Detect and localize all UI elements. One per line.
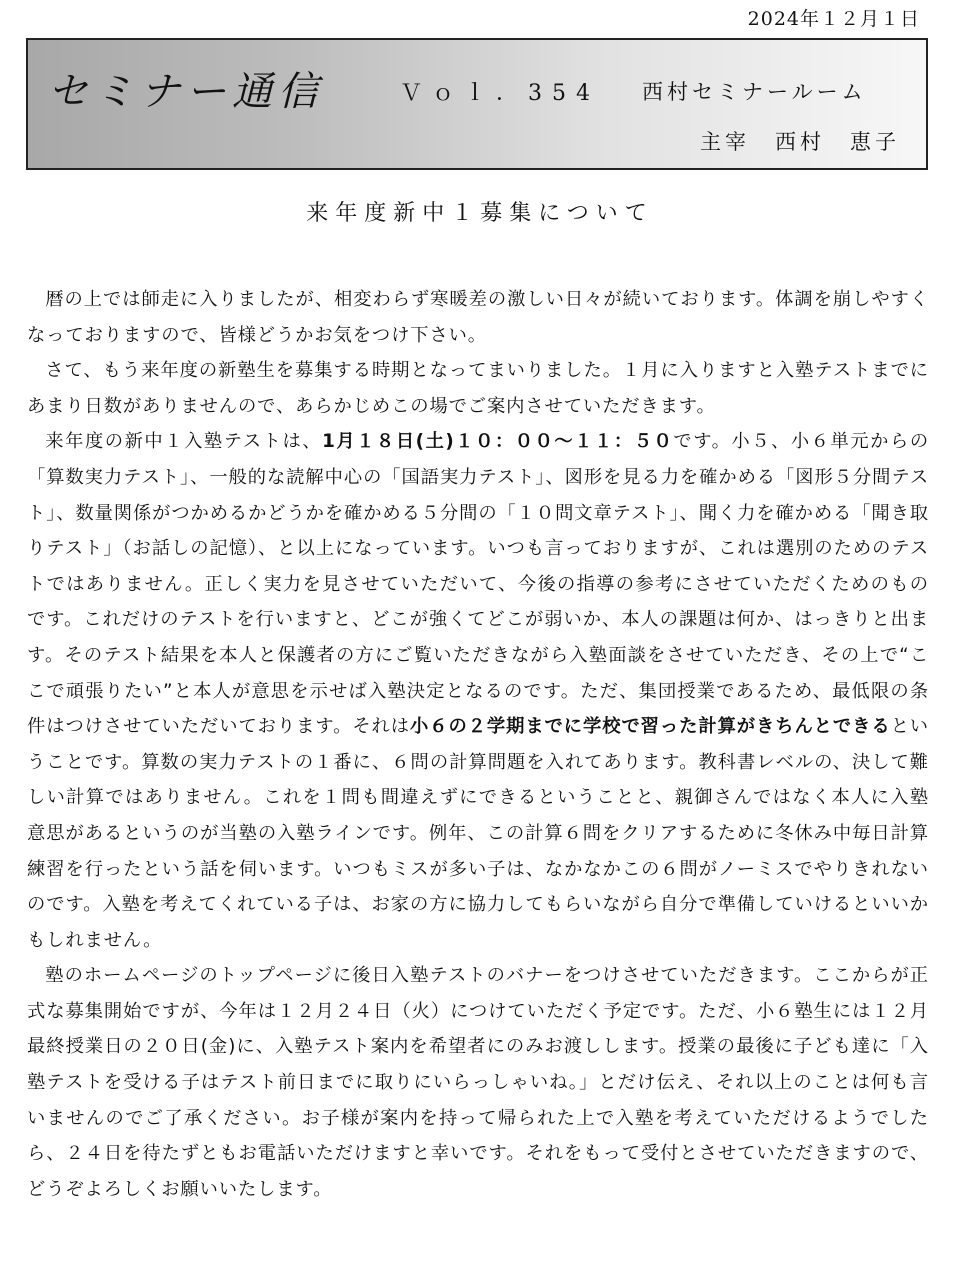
volume-number: Ｖｏｌ．354 bbox=[400, 81, 600, 106]
article-body bbox=[27, 282, 929, 1207]
paragraph-greeting: 暦の上では師走に入りましたが、相変わらず寒暖差の激しい日々が続いております。体調を崩しやすくなっておりますので、皆様どうかお気をつけ下さい。 bbox=[27, 289, 929, 346]
test-intro-text: 来年度の新中１入塾テストは、 bbox=[45, 431, 323, 453]
paragraph-announcement: さて、もう来年度の新塾生を募集する時期となってまいりました。１月に入りますと入塾テストまでにあまり日数がありませんので、あらかじめこの場でご案内させていただきます。 bbox=[27, 360, 929, 417]
newsletter-title: セミナー通信 bbox=[48, 69, 324, 115]
newsletter-header bbox=[26, 38, 928, 170]
director-name: 主宰 西村 恵子 bbox=[700, 130, 900, 154]
paragraph-registration: 塾のホームページのトップページに後日入塾テストのバナーをつけさせていただきます。ここからが正式な募集開始ですが、今年は１２月２４日（火）につけていただく予定です。ただ、小６塾生には１２月最終授業日の２０日(金)に、入塾テスト案内を希望者にのみお渡しします。授業の最後に子ども達に「入塾テストを受ける子はテスト前日までに取りにいらっしゃいね。」とだけ伝え、それ以上のことは何も言いませんのでご了承ください。お子様が案内を持って帰られた上で入塾を考えていただけるようでしたら、２４日を待たずともお電話いただけますと幸いです。それをもって受付とさせていただきますので、どうぞよろしくお願いいたします。 bbox=[27, 965, 929, 1200]
test-requirement-text: ということです。算数の実力テストの１番に、６問の計算問題を入れてあります。教科書レベルの、決して難しい計算ではありません。これを１問も間違えずにできるということと、親御さんではなく本人に入塾意思があるというのが当塾の入塾ラインです。例年、この計算６問をクリアするために冬休み中毎日計算練習を行ったという話を伺います。いつもミスが多い子は、なかなかこの６問がノーミスでやりきれないのです。入塾を考えてくれている子は、お家の方に協力してもらいながら自分で準備していけるといいかもしれません。 bbox=[27, 716, 929, 951]
organization-name: 西村セミナールーム bbox=[642, 80, 867, 104]
paragraph-test-details bbox=[27, 424, 929, 958]
condition-emphasis: 小６の２学期までに学校で習った計算がきちんとできる bbox=[410, 716, 891, 738]
test-date-emphasis: 1月１８日(土)１０：００～１１：５０ bbox=[322, 431, 674, 453]
issue-date: 2024年１２月１日 bbox=[747, 8, 920, 30]
test-description-text: です。小５、小６単元からの「算数実力テスト」、一般的な読解中心の「国語実力テスト」、図形を見る力を確かめる「図形５分間テスト」、数量関係がつかめるかどうかを確かめる５分間の「１０問文章テスト」、聞く力を確かめる「聞き取りテスト」（お話しの記憶）、と以上になっています。いつも言っておりますが、これは選別のためのテストではありません。正しく実力を見させていただいて、今後の指導の参考にさせていただくためのものです。これだけのテストを行いますと、どこが強くてどこが弱いか、本人の課題は何か、はっきりと出ます。そのテスト結果を本人と保護者の方にご覧いただきながら入塾面談をさせていただき、その上で“ここで頑張りたい”と本人が意思を示せば入塾決定となるのです。ただ、集団授業であるため、最低限の条件はつけさせていただいております。それは bbox=[27, 431, 930, 738]
article-title: 来年度新中１募集について bbox=[306, 201, 654, 226]
